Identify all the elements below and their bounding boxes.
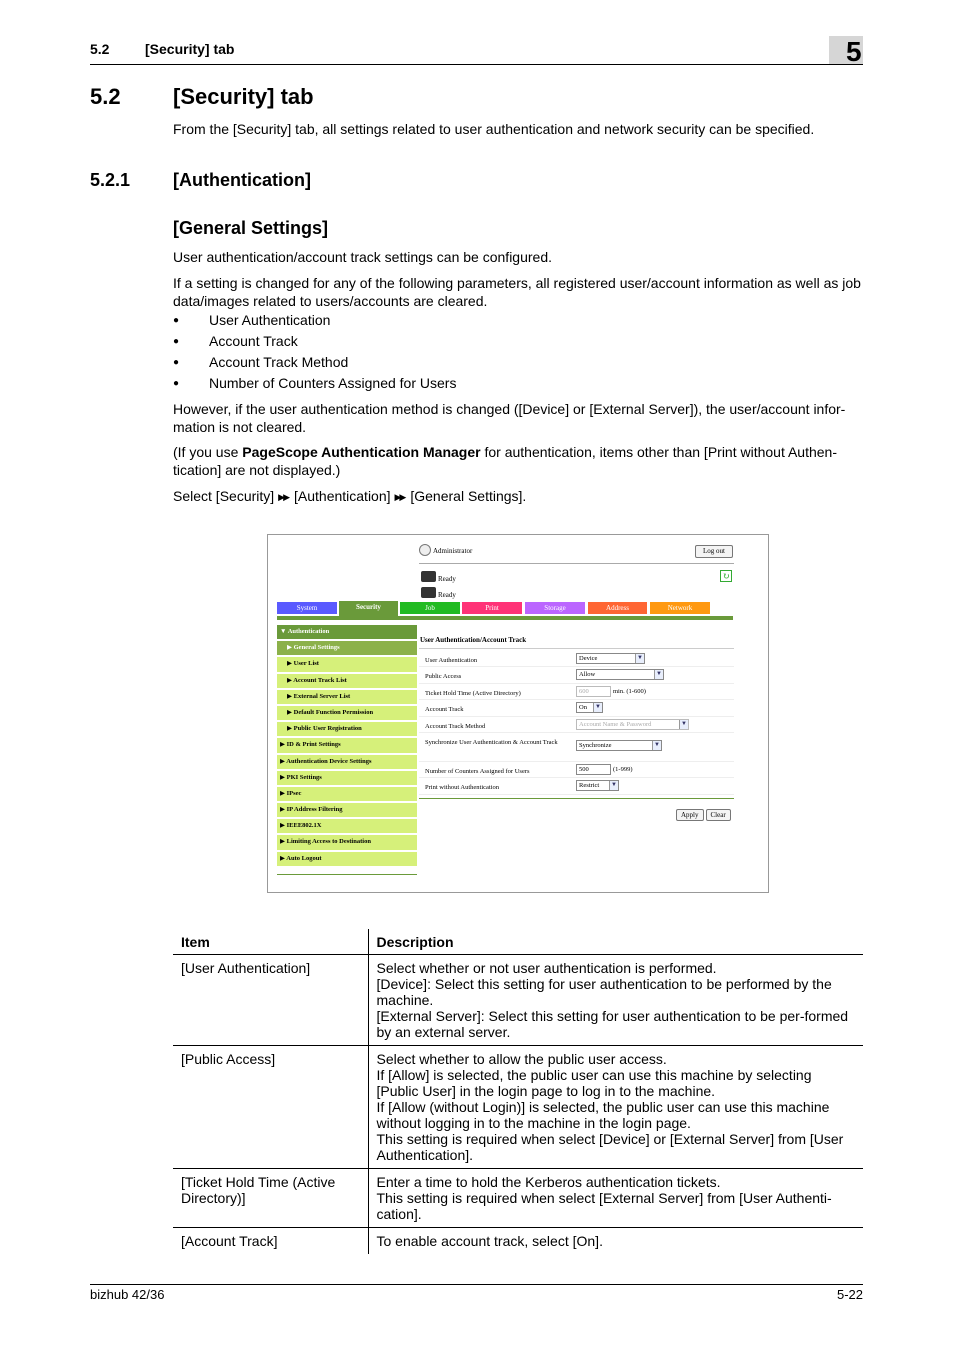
form-row (419, 762, 734, 778)
refresh-icon[interactable]: ↻ (720, 570, 732, 582)
printer-icon (421, 571, 436, 582)
tab-underline (277, 616, 733, 620)
chevron-down-icon: ▼ (609, 781, 618, 790)
range-hint: min. (1-600) (613, 687, 646, 695)
subsection-title: [Authentication] (173, 170, 311, 190)
sidebar-item-limiting-access[interactable]: ▶ Limiting Access to Destination (277, 835, 417, 851)
form-row (419, 717, 734, 733)
print-without-auth-select[interactable]: Restrict ▼ (576, 780, 619, 791)
field-label: Account Track Method (425, 722, 486, 730)
administrator-label: Administrator (433, 547, 473, 555)
form-row (419, 684, 734, 700)
bullet-item: ● User Authentication (173, 312, 456, 333)
sidebar-item-authentication-device-settings[interactable]: ▶ Authentication Device Settings (277, 755, 417, 771)
page-number: 5-22 (836, 1287, 863, 1302)
chevron-down-icon: ▼ (652, 741, 661, 750)
tab-security[interactable]: Security (339, 601, 398, 616)
form-row (419, 667, 734, 683)
chevron-down-icon: ▼ (593, 703, 602, 712)
status-scanner: Ready (421, 591, 456, 599)
bullet-list (173, 312, 456, 396)
double-arrow-icon: ▶▶ (278, 492, 288, 502)
form-title: User Authentication/Account Track (419, 636, 734, 649)
tab-network[interactable]: Network (650, 602, 710, 614)
intro-paragraph: From the [Security] tab, all settings related to user authentication and network security can be specified. (173, 121, 815, 137)
column-header-description: Description (368, 929, 863, 955)
ticket-hold-time-input[interactable]: 600 (576, 686, 611, 697)
form-buttons (674, 804, 731, 822)
bullet-item: ● Number of Counters Assigned for Users (173, 375, 456, 396)
sidebar-item-ip-address-filtering[interactable]: ▶ IP Address Filtering (277, 803, 417, 819)
sidebar-item-account-track-list[interactable]: ▶ Account Track List (277, 674, 417, 690)
paragraph-3: However, if the user authentication method is changed ([Device] or [External Server]), the user/account infor-mation is not cleared. (173, 401, 846, 435)
sidebar-item-id-print-settings[interactable]: ▶ ID & Print Settings (277, 738, 417, 754)
field-label: Ticket Hold Time (Active Directory) (425, 689, 521, 697)
status-printer: Ready (421, 575, 456, 583)
header-section-number: 5.2 (90, 41, 110, 57)
chevron-down-icon: ▼ (679, 720, 688, 729)
header-rule (90, 64, 863, 65)
double-arrow-icon: ▶▶ (394, 492, 405, 502)
account-track-select[interactable]: On ▼ (576, 702, 603, 713)
synchronize-select[interactable]: Synchronize ▼ (576, 740, 662, 751)
sidebar-item-general-settings[interactable]: ▶ General Settings (277, 641, 417, 657)
item-cell: [Public Access] (173, 1046, 368, 1169)
sidebar-item-public-user-registration[interactable]: ▶ Public User Registration (277, 722, 417, 738)
sidebar-item-pki-settings[interactable]: ▶ PKI Settings (277, 771, 417, 787)
tab-storage[interactable]: Storage (525, 602, 585, 614)
tab-address[interactable]: Address (588, 602, 647, 614)
tab-job[interactable]: Job (400, 602, 460, 614)
tab-bar (277, 602, 733, 616)
sidebar-item-user-list[interactable]: ▶ User List (277, 657, 417, 673)
form-row (419, 651, 734, 667)
description-cell: To enable account track, select [On]. (376, 1233, 603, 1249)
bullet-item: ● Account Track Method (173, 354, 456, 375)
field-label: Synchronize User Authentication & Account Track (425, 738, 558, 746)
table-header-row (173, 929, 863, 955)
sidebar-item-ieee8021x[interactable]: ▶ IEEE802.1X (277, 819, 417, 835)
counters-input[interactable]: 500 (576, 764, 611, 775)
form-bottom-rule (419, 798, 734, 799)
public-access-select[interactable]: Allow ▼ (576, 669, 664, 680)
description-cell: Select whether or not user authentication is performed. [Device]: Select this setting for user authentication to be performed by the machine. [External Server]: Select this setting for user authentication to be per-formed by an external server. (368, 955, 863, 1046)
field-label: Print without Authentication (425, 784, 500, 792)
range-hint: (1-999) (613, 765, 633, 773)
description-cell: Enter a time to hold the Kerberos authentication tickets. This setting is required when select [External Server] from [User Authenti-cation]. (368, 1169, 863, 1228)
scanner-icon (421, 587, 436, 598)
footer-product: bizhub 42/36 (90, 1287, 165, 1302)
sidebar-item-ipsec[interactable]: ▶ IPsec (277, 787, 417, 803)
sidebar-end-rule (277, 874, 417, 875)
field-label: Public Access (425, 673, 462, 681)
settings-form (419, 636, 734, 795)
chevron-down-icon: ▼ (635, 654, 644, 663)
user-authentication-select[interactable]: Device ▼ (576, 653, 645, 664)
navigation-path: Select [Security] ▶▶ [Authentication] ▶▶ [General Settings]. (173, 488, 527, 504)
logout-button[interactable]: Log out (695, 545, 733, 558)
sidebar-item-auto-logout[interactable]: ▶ Auto Logout (277, 852, 417, 868)
bullet-item: ● Account Track (173, 333, 456, 354)
form-row (419, 700, 734, 716)
section-number: 5.2 (90, 84, 121, 109)
section-title: [Security] tab (173, 84, 314, 109)
sidebar-menu (277, 625, 417, 875)
field-label: Account Track (425, 706, 464, 714)
item-cell: [Ticket Hold Time (Active Directory)] (173, 1169, 368, 1228)
description-table (173, 929, 863, 1254)
paragraph-4: (If you use PageScope Authentication Manager for authentication, items other than [Print without Authen-tication] are not displayed.) (173, 444, 838, 478)
sidebar-item-authentication[interactable]: ▼ Authentication (277, 625, 417, 641)
sidebar-item-default-function-permission[interactable]: ▶ Default Function Permission (277, 706, 417, 722)
sidebar-item-external-server-list[interactable]: ▶ External Server List (277, 690, 417, 706)
tab-print[interactable]: Print (462, 602, 522, 614)
column-header-item: Item (173, 929, 368, 955)
paragraph-1: User authentication/account track settings can be configured. (173, 249, 552, 265)
subsection-number: 5.2.1 (90, 170, 131, 190)
table-row (173, 955, 863, 1046)
item-cell: [Account Track] (173, 1228, 368, 1255)
tab-system[interactable]: System (277, 602, 337, 614)
header-section-title: [Security] tab (145, 41, 235, 57)
table-row (173, 1228, 863, 1255)
apply-button[interactable]: Apply (676, 809, 704, 821)
form-row (419, 778, 734, 794)
account-track-method-select[interactable]: Account Name & Password ▼ (576, 719, 689, 730)
chapter-number: 5 (846, 36, 862, 67)
subsubsection-title: [General Settings] (173, 218, 329, 238)
administrator-icon (419, 544, 431, 556)
description-cell: Select whether to allow the public user access. If [Allow] is selected, the public user can use this machine by selecting [Public User] in the login page to log in to the machine. If [Allow (without Login)] is selected, the public user can use this machine without logging in to the machine in the login page. This setting is required when select [Device] or [External Server] from [User Authentication]. (368, 1046, 863, 1169)
table-row (173, 1169, 863, 1228)
divider (419, 563, 734, 564)
paragraph-2: If a setting is changed for any of the following parameters, all registered user/account information as well as job data/images related to users/accounts are cleared. (173, 275, 861, 309)
clear-button[interactable]: Clear (706, 809, 731, 821)
field-label: User Authentication (425, 657, 478, 664)
table-row (173, 1046, 863, 1169)
web-connection-screenshot (267, 534, 769, 893)
form-row (419, 733, 734, 762)
product-name: PageScope Authentication Manager (242, 444, 481, 460)
footer-rule (90, 1284, 863, 1285)
field-label: Number of Counters Assigned for Users (425, 767, 530, 775)
chevron-down-icon: ▼ (654, 670, 663, 679)
item-cell: [User Authentication] (173, 955, 368, 1046)
